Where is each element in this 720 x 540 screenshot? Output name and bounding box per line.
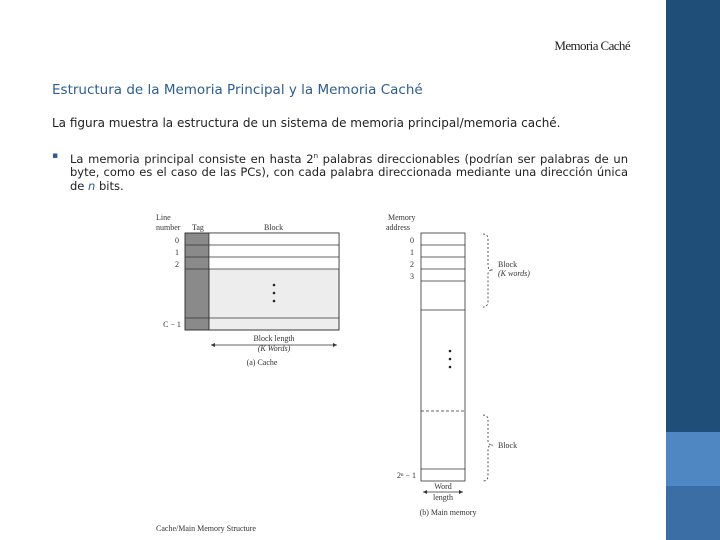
word-length-label-1: Word (434, 482, 452, 491)
memory-caption: (b) Main memory (419, 508, 477, 517)
cache-block-label: Block (264, 223, 284, 232)
cache-ellipsis-dot (273, 292, 276, 295)
bullet-superscript: n (313, 152, 318, 160)
cache-top-rows (209, 233, 339, 269)
bullet-dot-icon: ▪ (52, 151, 59, 161)
intro-text: La figura muestra la estructura de un sistema de memoria principal/memoria caché. (52, 116, 561, 130)
cache-ellipsis-dot (273, 284, 276, 287)
bullet-part2: palabras direccionables (podrían ser palabras de un byte, como es el caso de las PCs), con cada palabra direccionada mediante una dirección única de (70, 151, 628, 193)
figure-bottom-caption: Cache/Main Memory Structure (156, 524, 256, 533)
section-title: Estructura de la Memoria Principal y la Memoria Caché (52, 82, 423, 98)
memory-ellipsis-dot (449, 350, 452, 353)
word-length-label-2: length (433, 493, 453, 502)
cache-line-2: 2 (175, 260, 179, 269)
memory-ellipsis-dot (449, 358, 452, 361)
memory-block-brace (483, 234, 493, 307)
cache-tag-label: Tag (192, 223, 204, 232)
figure-svg (150, 203, 538, 540)
block-length-label: Block length (253, 334, 295, 343)
memory-block-label-2: Block (498, 441, 518, 450)
memory-address-label-1: Memory (388, 213, 416, 222)
memory-block-words: (K words) (498, 269, 530, 278)
memory-column (421, 233, 465, 481)
sidebar-accent-block-2 (666, 486, 720, 540)
cache-line-label-2: number (156, 223, 181, 232)
bullet-part3: bits. (95, 178, 124, 193)
memory-block-brace-2 (483, 415, 493, 481)
bullet-text (70, 150, 628, 193)
memory-address-1: 1 (410, 248, 414, 257)
memory-address-last: 2ⁿ − 1 (396, 471, 416, 480)
cache-caption: (a) Cache (246, 358, 278, 367)
memory-address-0: 0 (410, 236, 414, 245)
block-length-unit: (K Words) (257, 344, 291, 353)
cache-line-last: C − 1 (163, 320, 181, 329)
cache-tag-column (185, 233, 209, 330)
bullet-item (52, 150, 628, 193)
memory-ellipsis-dot (449, 366, 452, 369)
memory-address-2: 2 (410, 260, 414, 269)
memory-address-label-2: address (386, 223, 410, 232)
sidebar-decoration (666, 0, 720, 540)
memory-address-3: 3 (410, 272, 414, 281)
cache-line-0: 0 (175, 236, 179, 245)
memory-block-label: Block (498, 260, 518, 269)
cache-ellipsis-dot (273, 300, 276, 303)
bullet-part1: La memoria principal consiste en hasta 2 (70, 151, 314, 166)
bullet-variable: n (88, 178, 96, 193)
header-title: Memoria Caché (554, 38, 630, 53)
sidebar-accent-block (666, 432, 720, 486)
cache-memory-figure (150, 203, 538, 540)
cache-line-1: 1 (175, 248, 179, 257)
cache-line-label-1: Line (156, 213, 171, 222)
